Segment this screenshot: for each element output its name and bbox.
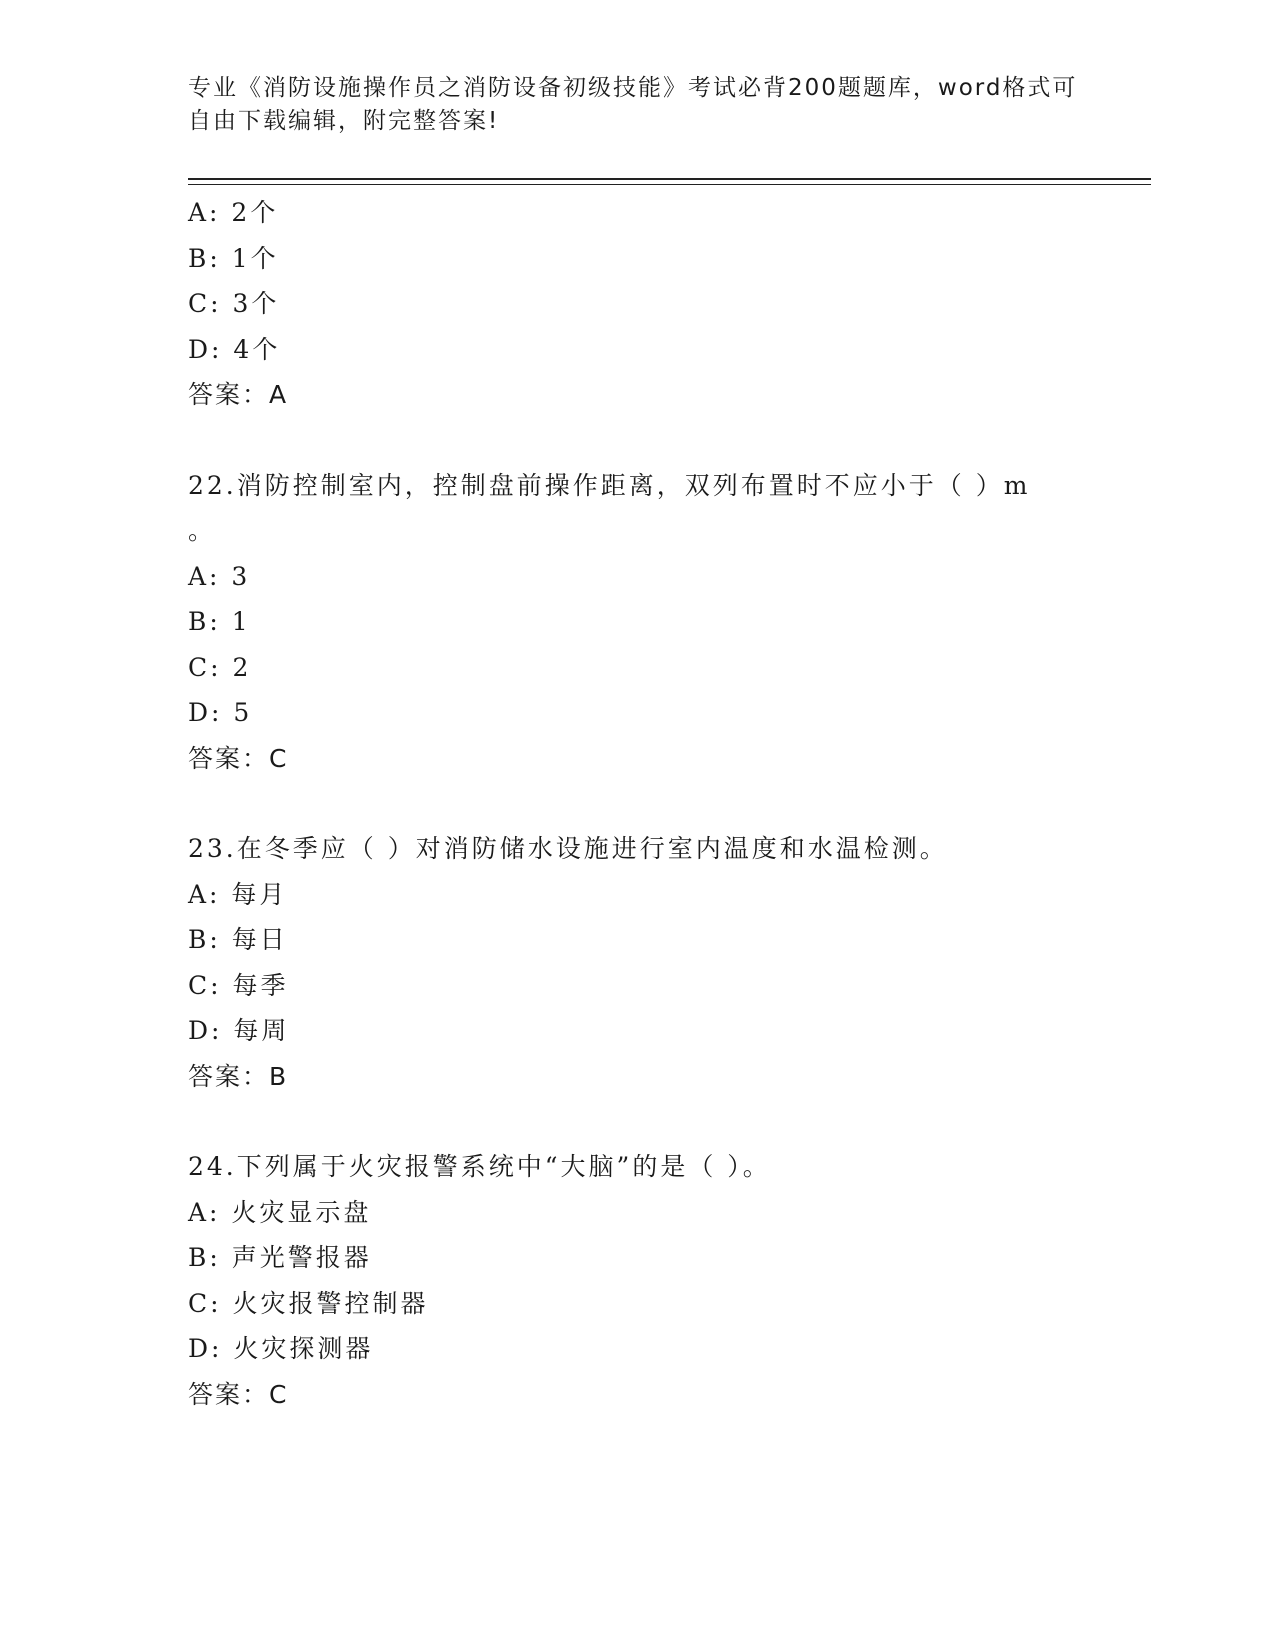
option-c: C: 2 bbox=[188, 652, 252, 682]
option-b: B: 1 bbox=[188, 607, 251, 636]
answer: 答案：B bbox=[188, 1061, 289, 1091]
question-22 bbox=[188, 463, 1088, 782]
question-23 bbox=[188, 826, 1088, 1099]
question-stem: 22.消防控制室内，控制盘前操作距离，双列布置时不应小于（ ）m bbox=[188, 470, 1031, 500]
option-d: D: 4个 bbox=[188, 334, 281, 364]
option-a: A: 每月 bbox=[188, 879, 288, 909]
question-stem: 23.在冬季应（ ）对消防储水设施进行室内温度和水温检测。 bbox=[188, 834, 948, 863]
option-b: B: 1个 bbox=[188, 243, 279, 273]
option-a: A: 2个 bbox=[188, 198, 279, 227]
spacer bbox=[188, 781, 1088, 826]
option-b: B: 声光警报器 bbox=[188, 1243, 372, 1272]
option-d: D: 5 bbox=[188, 698, 253, 727]
document-header bbox=[188, 72, 1088, 138]
header-divider-thick bbox=[188, 178, 1151, 180]
question-24 bbox=[188, 1144, 1088, 1417]
question-stem-continued: 。 bbox=[188, 516, 217, 545]
question-list bbox=[188, 190, 1088, 1417]
spacer bbox=[188, 1099, 1088, 1144]
option-d: D: 每周 bbox=[188, 1016, 290, 1045]
answer: 答案：A bbox=[188, 380, 289, 409]
option-c: C: 3个 bbox=[188, 289, 280, 318]
option-a: A: 3 bbox=[188, 561, 251, 591]
header-line-1: 专业《消防设施操作员之消防设备初级技能》考试必背200题题库，word格式可 bbox=[188, 75, 1078, 101]
header-line-2: 自由下载编辑，附完整答案! bbox=[188, 108, 500, 134]
header-divider-thin bbox=[188, 184, 1151, 185]
option-c: C: 火灾报警控制器 bbox=[188, 1288, 429, 1318]
option-b: B: 每日 bbox=[188, 925, 288, 954]
answer: 答案：C bbox=[188, 1379, 289, 1409]
spacer bbox=[188, 418, 1088, 463]
question-21 bbox=[188, 190, 1088, 418]
option-d: D: 火灾探测器 bbox=[188, 1334, 374, 1363]
option-c: C: 每季 bbox=[188, 970, 289, 1000]
option-a: A: 火灾显示盘 bbox=[188, 1197, 372, 1227]
question-stem: 24.下列属于火灾报警系统中“大脑”的是（ ）。 bbox=[188, 1152, 771, 1181]
answer: 答案：C bbox=[188, 743, 289, 773]
